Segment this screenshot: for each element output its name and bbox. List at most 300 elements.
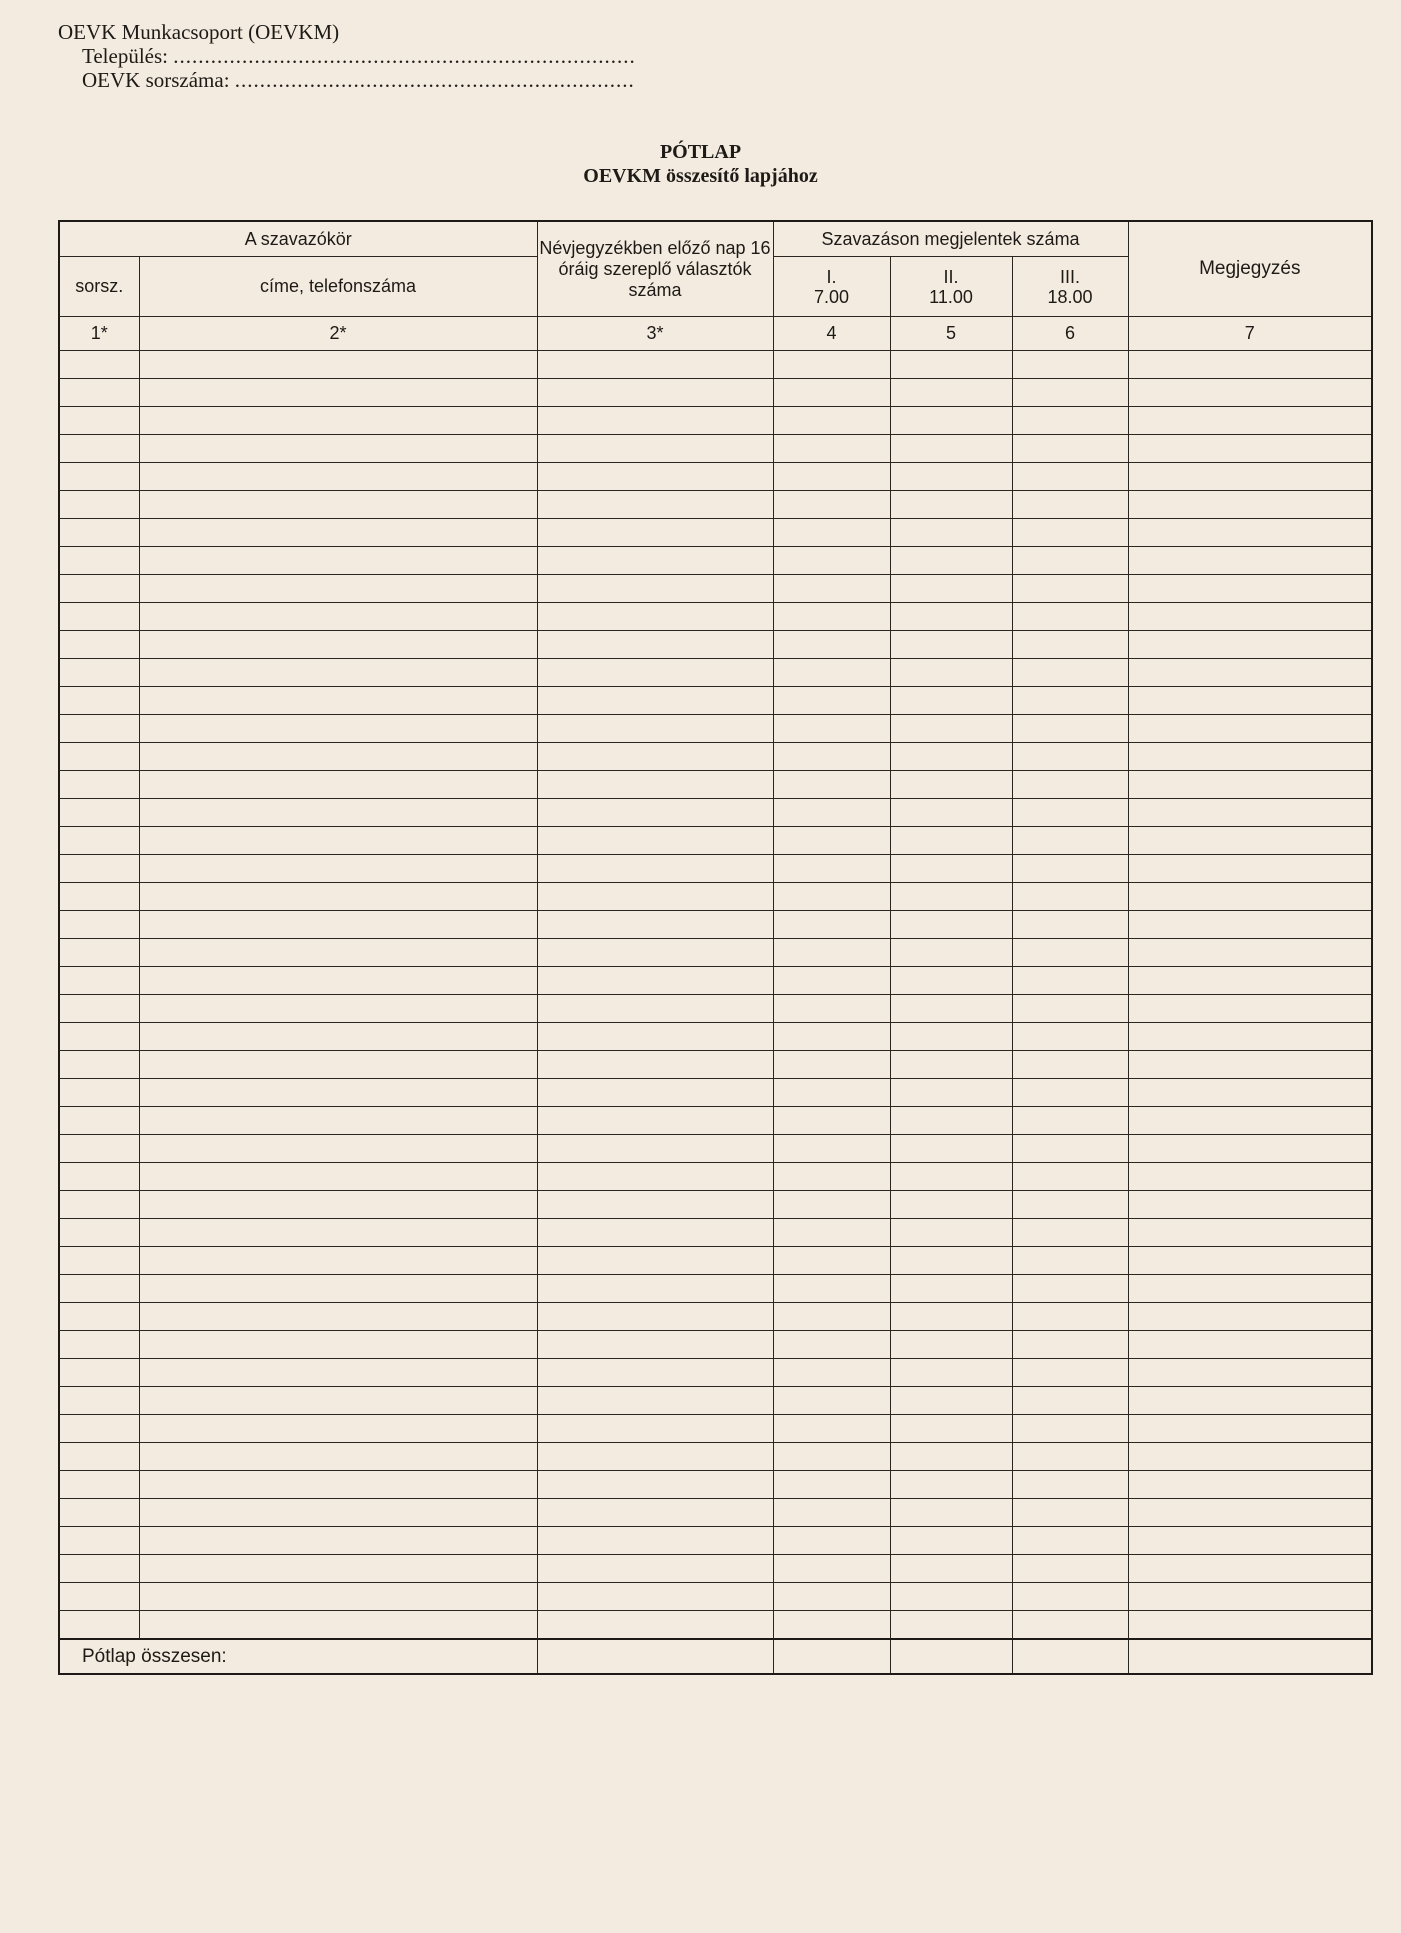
cell-notes[interactable]: [1128, 1555, 1372, 1583]
cell-serial[interactable]: [59, 1611, 139, 1640]
cell-notes[interactable]: [1128, 771, 1372, 799]
cell-voters[interactable]: [537, 575, 773, 603]
cell-period-3[interactable]: [1012, 1051, 1128, 1079]
cell-serial[interactable]: [59, 463, 139, 491]
cell-address[interactable]: [139, 547, 537, 575]
cell-voters[interactable]: [537, 1023, 773, 1051]
cell-period-2[interactable]: [890, 1359, 1012, 1387]
cell-period-3[interactable]: [1012, 351, 1128, 379]
cell-voters[interactable]: [537, 1219, 773, 1247]
cell-voters[interactable]: [537, 407, 773, 435]
cell-period-2[interactable]: [890, 1219, 1012, 1247]
cell-period-3[interactable]: [1012, 435, 1128, 463]
cell-period-3[interactable]: [1012, 1415, 1128, 1443]
cell-period-3[interactable]: [1012, 1275, 1128, 1303]
cell-notes[interactable]: [1128, 659, 1372, 687]
cell-notes[interactable]: [1128, 435, 1372, 463]
cell-notes[interactable]: [1128, 1023, 1372, 1051]
cell-period-3[interactable]: [1012, 995, 1128, 1023]
cell-notes[interactable]: [1128, 1611, 1372, 1640]
cell-serial[interactable]: [59, 547, 139, 575]
cell-address[interactable]: [139, 1359, 537, 1387]
cell-period-2[interactable]: [890, 575, 1012, 603]
cell-serial[interactable]: [59, 1583, 139, 1611]
cell-serial[interactable]: [59, 1443, 139, 1471]
cell-notes[interactable]: [1128, 1471, 1372, 1499]
cell-period-1[interactable]: [773, 1163, 890, 1191]
cell-period-2[interactable]: [890, 435, 1012, 463]
cell-address[interactable]: [139, 1583, 537, 1611]
cell-serial[interactable]: [59, 1275, 139, 1303]
cell-address[interactable]: [139, 715, 537, 743]
cell-serial[interactable]: [59, 1191, 139, 1219]
cell-address[interactable]: [139, 1471, 537, 1499]
cell-voters[interactable]: [537, 1303, 773, 1331]
cell-period-2[interactable]: [890, 1583, 1012, 1611]
cell-period-1[interactable]: [773, 1583, 890, 1611]
cell-serial[interactable]: [59, 855, 139, 883]
cell-period-1[interactable]: [773, 1191, 890, 1219]
cell-period-1[interactable]: [773, 715, 890, 743]
cell-notes[interactable]: [1128, 1527, 1372, 1555]
cell-period-3[interactable]: [1012, 1527, 1128, 1555]
cell-address[interactable]: [139, 743, 537, 771]
cell-period-1[interactable]: [773, 1051, 890, 1079]
cell-period-2[interactable]: [890, 911, 1012, 939]
cell-period-3[interactable]: [1012, 407, 1128, 435]
cell-period-3[interactable]: [1012, 547, 1128, 575]
cell-notes[interactable]: [1128, 1191, 1372, 1219]
cell-notes[interactable]: [1128, 939, 1372, 967]
cell-notes[interactable]: [1128, 743, 1372, 771]
cell-notes[interactable]: [1128, 547, 1372, 575]
cell-serial[interactable]: [59, 939, 139, 967]
cell-period-3[interactable]: [1012, 1555, 1128, 1583]
cell-period-2[interactable]: [890, 1443, 1012, 1471]
cell-voters[interactable]: [537, 491, 773, 519]
cell-voters[interactable]: [537, 883, 773, 911]
cell-period-3[interactable]: [1012, 967, 1128, 995]
cell-address[interactable]: [139, 827, 537, 855]
cell-voters[interactable]: [537, 1247, 773, 1275]
cell-period-2[interactable]: [890, 631, 1012, 659]
cell-address[interactable]: [139, 687, 537, 715]
cell-address[interactable]: [139, 1555, 537, 1583]
cell-notes[interactable]: [1128, 1219, 1372, 1247]
cell-serial[interactable]: [59, 827, 139, 855]
cell-notes[interactable]: [1128, 911, 1372, 939]
cell-period-1[interactable]: [773, 995, 890, 1023]
cell-voters[interactable]: [537, 519, 773, 547]
cell-serial[interactable]: [59, 911, 139, 939]
cell-period-3[interactable]: [1012, 1471, 1128, 1499]
cell-serial[interactable]: [59, 407, 139, 435]
cell-period-2[interactable]: [890, 463, 1012, 491]
cell-period-3[interactable]: [1012, 715, 1128, 743]
cell-address[interactable]: [139, 575, 537, 603]
cell-period-1[interactable]: [773, 687, 890, 715]
cell-address[interactable]: [139, 1163, 537, 1191]
cell-voters[interactable]: [537, 1555, 773, 1583]
cell-voters[interactable]: [537, 379, 773, 407]
cell-period-3[interactable]: [1012, 1079, 1128, 1107]
cell-period-3[interactable]: [1012, 1387, 1128, 1415]
cell-period-2[interactable]: [890, 1611, 1012, 1640]
cell-period-1[interactable]: [773, 1331, 890, 1359]
cell-period-3[interactable]: [1012, 575, 1128, 603]
cell-serial[interactable]: [59, 1359, 139, 1387]
cell-period-3[interactable]: [1012, 659, 1128, 687]
cell-period-2[interactable]: [890, 519, 1012, 547]
cell-address[interactable]: [139, 659, 537, 687]
cell-period-1[interactable]: [773, 519, 890, 547]
cell-notes[interactable]: [1128, 1079, 1372, 1107]
cell-voters[interactable]: [537, 911, 773, 939]
cell-notes[interactable]: [1128, 1303, 1372, 1331]
cell-period-2[interactable]: [890, 491, 1012, 519]
cell-address[interactable]: [139, 1331, 537, 1359]
cell-address[interactable]: [139, 491, 537, 519]
cell-period-2[interactable]: [890, 1247, 1012, 1275]
cell-notes[interactable]: [1128, 799, 1372, 827]
total-cell-voters[interactable]: [537, 1639, 773, 1674]
cell-address[interactable]: [139, 1135, 537, 1163]
cell-period-3[interactable]: [1012, 1023, 1128, 1051]
cell-voters[interactable]: [537, 1079, 773, 1107]
cell-address[interactable]: [139, 1611, 537, 1640]
cell-notes[interactable]: [1128, 519, 1372, 547]
cell-serial[interactable]: [59, 1247, 139, 1275]
cell-serial[interactable]: [59, 743, 139, 771]
cell-address[interactable]: [139, 407, 537, 435]
cell-period-3[interactable]: [1012, 911, 1128, 939]
cell-serial[interactable]: [59, 379, 139, 407]
cell-serial[interactable]: [59, 967, 139, 995]
cell-voters[interactable]: [537, 827, 773, 855]
cell-period-2[interactable]: [890, 659, 1012, 687]
cell-notes[interactable]: [1128, 407, 1372, 435]
cell-notes[interactable]: [1128, 1387, 1372, 1415]
cell-period-3[interactable]: [1012, 1135, 1128, 1163]
cell-period-2[interactable]: [890, 799, 1012, 827]
cell-serial[interactable]: [59, 1107, 139, 1135]
cell-period-1[interactable]: [773, 967, 890, 995]
cell-period-3[interactable]: [1012, 1499, 1128, 1527]
cell-period-2[interactable]: [890, 939, 1012, 967]
cell-period-2[interactable]: [890, 1079, 1012, 1107]
cell-period-1[interactable]: [773, 1499, 890, 1527]
cell-address[interactable]: [139, 1079, 537, 1107]
cell-period-1[interactable]: [773, 1555, 890, 1583]
cell-serial[interactable]: [59, 771, 139, 799]
cell-address[interactable]: [139, 1275, 537, 1303]
cell-notes[interactable]: [1128, 1499, 1372, 1527]
cell-notes[interactable]: [1128, 1443, 1372, 1471]
cell-period-1[interactable]: [773, 1079, 890, 1107]
cell-serial[interactable]: [59, 799, 139, 827]
cell-notes[interactable]: [1128, 1583, 1372, 1611]
cell-period-2[interactable]: [890, 1555, 1012, 1583]
cell-voters[interactable]: [537, 967, 773, 995]
cell-notes[interactable]: [1128, 1415, 1372, 1443]
cell-period-3[interactable]: [1012, 1611, 1128, 1640]
cell-period-1[interactable]: [773, 883, 890, 911]
cell-serial[interactable]: [59, 995, 139, 1023]
cell-serial[interactable]: [59, 1219, 139, 1247]
cell-period-1[interactable]: [773, 1107, 890, 1135]
cell-address[interactable]: [139, 1051, 537, 1079]
cell-period-3[interactable]: [1012, 491, 1128, 519]
cell-period-1[interactable]: [773, 351, 890, 379]
cell-notes[interactable]: [1128, 855, 1372, 883]
cell-period-3[interactable]: [1012, 379, 1128, 407]
cell-notes[interactable]: [1128, 1331, 1372, 1359]
cell-period-3[interactable]: [1012, 855, 1128, 883]
cell-notes[interactable]: [1128, 379, 1372, 407]
cell-voters[interactable]: [537, 939, 773, 967]
cell-period-2[interactable]: [890, 603, 1012, 631]
cell-notes[interactable]: [1128, 883, 1372, 911]
cell-serial[interactable]: [59, 1499, 139, 1527]
cell-address[interactable]: [139, 463, 537, 491]
cell-period-1[interactable]: [773, 1443, 890, 1471]
cell-voters[interactable]: [537, 771, 773, 799]
cell-period-2[interactable]: [890, 1275, 1012, 1303]
cell-period-3[interactable]: [1012, 1163, 1128, 1191]
cell-notes[interactable]: [1128, 575, 1372, 603]
cell-address[interactable]: [139, 1191, 537, 1219]
cell-period-2[interactable]: [890, 407, 1012, 435]
cell-period-3[interactable]: [1012, 1303, 1128, 1331]
total-cell-period-2[interactable]: [890, 1639, 1012, 1674]
cell-notes[interactable]: [1128, 603, 1372, 631]
cell-voters[interactable]: [537, 1527, 773, 1555]
cell-period-3[interactable]: [1012, 1583, 1128, 1611]
cell-serial[interactable]: [59, 435, 139, 463]
cell-address[interactable]: [139, 1219, 537, 1247]
cell-address[interactable]: [139, 1499, 537, 1527]
cell-voters[interactable]: [537, 1331, 773, 1359]
cell-voters[interactable]: [537, 659, 773, 687]
cell-voters[interactable]: [537, 995, 773, 1023]
cell-period-1[interactable]: [773, 1023, 890, 1051]
cell-voters[interactable]: [537, 1387, 773, 1415]
cell-period-1[interactable]: [773, 1471, 890, 1499]
cell-serial[interactable]: [59, 1023, 139, 1051]
cell-period-2[interactable]: [890, 1331, 1012, 1359]
cell-voters[interactable]: [537, 1191, 773, 1219]
cell-notes[interactable]: [1128, 631, 1372, 659]
cell-period-1[interactable]: [773, 743, 890, 771]
cell-period-1[interactable]: [773, 1219, 890, 1247]
cell-period-1[interactable]: [773, 911, 890, 939]
cell-voters[interactable]: [537, 1611, 773, 1640]
cell-voters[interactable]: [537, 1107, 773, 1135]
cell-period-3[interactable]: [1012, 1359, 1128, 1387]
cell-period-3[interactable]: [1012, 771, 1128, 799]
cell-serial[interactable]: [59, 491, 139, 519]
cell-period-3[interactable]: [1012, 1191, 1128, 1219]
cell-serial[interactable]: [59, 1163, 139, 1191]
cell-period-2[interactable]: [890, 1051, 1012, 1079]
cell-period-1[interactable]: [773, 1135, 890, 1163]
cell-voters[interactable]: [537, 1051, 773, 1079]
cell-serial[interactable]: [59, 1415, 139, 1443]
cell-serial[interactable]: [59, 575, 139, 603]
cell-period-1[interactable]: [773, 1611, 890, 1640]
cell-serial[interactable]: [59, 1135, 139, 1163]
cell-period-1[interactable]: [773, 463, 890, 491]
cell-notes[interactable]: [1128, 1051, 1372, 1079]
cell-address[interactable]: [139, 939, 537, 967]
cell-period-2[interactable]: [890, 1527, 1012, 1555]
cell-period-2[interactable]: [890, 1135, 1012, 1163]
cell-notes[interactable]: [1128, 995, 1372, 1023]
cell-period-2[interactable]: [890, 1023, 1012, 1051]
cell-period-3[interactable]: [1012, 1443, 1128, 1471]
cell-period-2[interactable]: [890, 379, 1012, 407]
cell-period-1[interactable]: [773, 1527, 890, 1555]
cell-voters[interactable]: [537, 435, 773, 463]
cell-period-2[interactable]: [890, 715, 1012, 743]
cell-period-3[interactable]: [1012, 1107, 1128, 1135]
cell-period-2[interactable]: [890, 547, 1012, 575]
cell-period-3[interactable]: [1012, 743, 1128, 771]
cell-period-2[interactable]: [890, 1387, 1012, 1415]
cell-serial[interactable]: [59, 1303, 139, 1331]
cell-voters[interactable]: [537, 799, 773, 827]
cell-period-1[interactable]: [773, 1387, 890, 1415]
cell-serial[interactable]: [59, 1387, 139, 1415]
total-cell-period-1[interactable]: [773, 1639, 890, 1674]
cell-period-3[interactable]: [1012, 687, 1128, 715]
cell-address[interactable]: [139, 351, 537, 379]
cell-voters[interactable]: [537, 1415, 773, 1443]
cell-serial[interactable]: [59, 659, 139, 687]
cell-period-3[interactable]: [1012, 1219, 1128, 1247]
cell-period-1[interactable]: [773, 379, 890, 407]
cell-address[interactable]: [139, 995, 537, 1023]
cell-period-2[interactable]: [890, 1303, 1012, 1331]
cell-serial[interactable]: [59, 1331, 139, 1359]
cell-notes[interactable]: [1128, 1247, 1372, 1275]
cell-period-2[interactable]: [890, 687, 1012, 715]
cell-address[interactable]: [139, 1387, 537, 1415]
cell-voters[interactable]: [537, 1359, 773, 1387]
cell-serial[interactable]: [59, 1555, 139, 1583]
cell-period-2[interactable]: [890, 855, 1012, 883]
cell-period-3[interactable]: [1012, 1331, 1128, 1359]
cell-address[interactable]: [139, 855, 537, 883]
cell-notes[interactable]: [1128, 1107, 1372, 1135]
cell-serial[interactable]: [59, 519, 139, 547]
cell-address[interactable]: [139, 1443, 537, 1471]
cell-period-1[interactable]: [773, 575, 890, 603]
cell-period-1[interactable]: [773, 547, 890, 575]
cell-voters[interactable]: [537, 463, 773, 491]
cell-address[interactable]: [139, 799, 537, 827]
cell-address[interactable]: [139, 883, 537, 911]
cell-notes[interactable]: [1128, 491, 1372, 519]
cell-period-3[interactable]: [1012, 603, 1128, 631]
cell-voters[interactable]: [537, 631, 773, 659]
cell-period-1[interactable]: [773, 631, 890, 659]
cell-address[interactable]: [139, 379, 537, 407]
cell-period-3[interactable]: [1012, 631, 1128, 659]
cell-voters[interactable]: [537, 1499, 773, 1527]
cell-voters[interactable]: [537, 1583, 773, 1611]
cell-notes[interactable]: [1128, 1359, 1372, 1387]
cell-period-2[interactable]: [890, 883, 1012, 911]
cell-address[interactable]: [139, 911, 537, 939]
cell-voters[interactable]: [537, 603, 773, 631]
cell-period-3[interactable]: [1012, 883, 1128, 911]
cell-period-2[interactable]: [890, 771, 1012, 799]
cell-period-1[interactable]: [773, 799, 890, 827]
cell-serial[interactable]: [59, 1051, 139, 1079]
cell-address[interactable]: [139, 771, 537, 799]
cell-address[interactable]: [139, 1247, 537, 1275]
cell-period-2[interactable]: [890, 1163, 1012, 1191]
total-cell-notes[interactable]: [1128, 1639, 1372, 1674]
total-cell-period-3[interactable]: [1012, 1639, 1128, 1674]
cell-period-3[interactable]: [1012, 519, 1128, 547]
cell-voters[interactable]: [537, 743, 773, 771]
cell-address[interactable]: [139, 967, 537, 995]
cell-period-2[interactable]: [890, 351, 1012, 379]
cell-address[interactable]: [139, 1107, 537, 1135]
cell-voters[interactable]: [537, 687, 773, 715]
cell-notes[interactable]: [1128, 827, 1372, 855]
cell-address[interactable]: [139, 1023, 537, 1051]
cell-period-1[interactable]: [773, 1359, 890, 1387]
cell-period-3[interactable]: [1012, 799, 1128, 827]
cell-notes[interactable]: [1128, 1135, 1372, 1163]
cell-notes[interactable]: [1128, 1163, 1372, 1191]
cell-notes[interactable]: [1128, 351, 1372, 379]
cell-period-2[interactable]: [890, 1499, 1012, 1527]
cell-voters[interactable]: [537, 547, 773, 575]
cell-voters[interactable]: [537, 1275, 773, 1303]
cell-voters[interactable]: [537, 1135, 773, 1163]
cell-address[interactable]: [139, 435, 537, 463]
cell-address[interactable]: [139, 519, 537, 547]
cell-period-1[interactable]: [773, 827, 890, 855]
cell-voters[interactable]: [537, 1443, 773, 1471]
cell-period-1[interactable]: [773, 1275, 890, 1303]
cell-serial[interactable]: [59, 1079, 139, 1107]
cell-serial[interactable]: [59, 631, 139, 659]
cell-period-2[interactable]: [890, 1415, 1012, 1443]
cell-period-1[interactable]: [773, 939, 890, 967]
cell-period-1[interactable]: [773, 603, 890, 631]
cell-address[interactable]: [139, 1527, 537, 1555]
cell-period-2[interactable]: [890, 967, 1012, 995]
cell-serial[interactable]: [59, 603, 139, 631]
cell-period-2[interactable]: [890, 743, 1012, 771]
cell-period-2[interactable]: [890, 1471, 1012, 1499]
cell-voters[interactable]: [537, 855, 773, 883]
cell-period-1[interactable]: [773, 771, 890, 799]
cell-period-1[interactable]: [773, 855, 890, 883]
cell-serial[interactable]: [59, 1471, 139, 1499]
cell-notes[interactable]: [1128, 463, 1372, 491]
cell-period-1[interactable]: [773, 1415, 890, 1443]
cell-serial[interactable]: [59, 883, 139, 911]
cell-period-3[interactable]: [1012, 827, 1128, 855]
cell-notes[interactable]: [1128, 687, 1372, 715]
cell-address[interactable]: [139, 603, 537, 631]
